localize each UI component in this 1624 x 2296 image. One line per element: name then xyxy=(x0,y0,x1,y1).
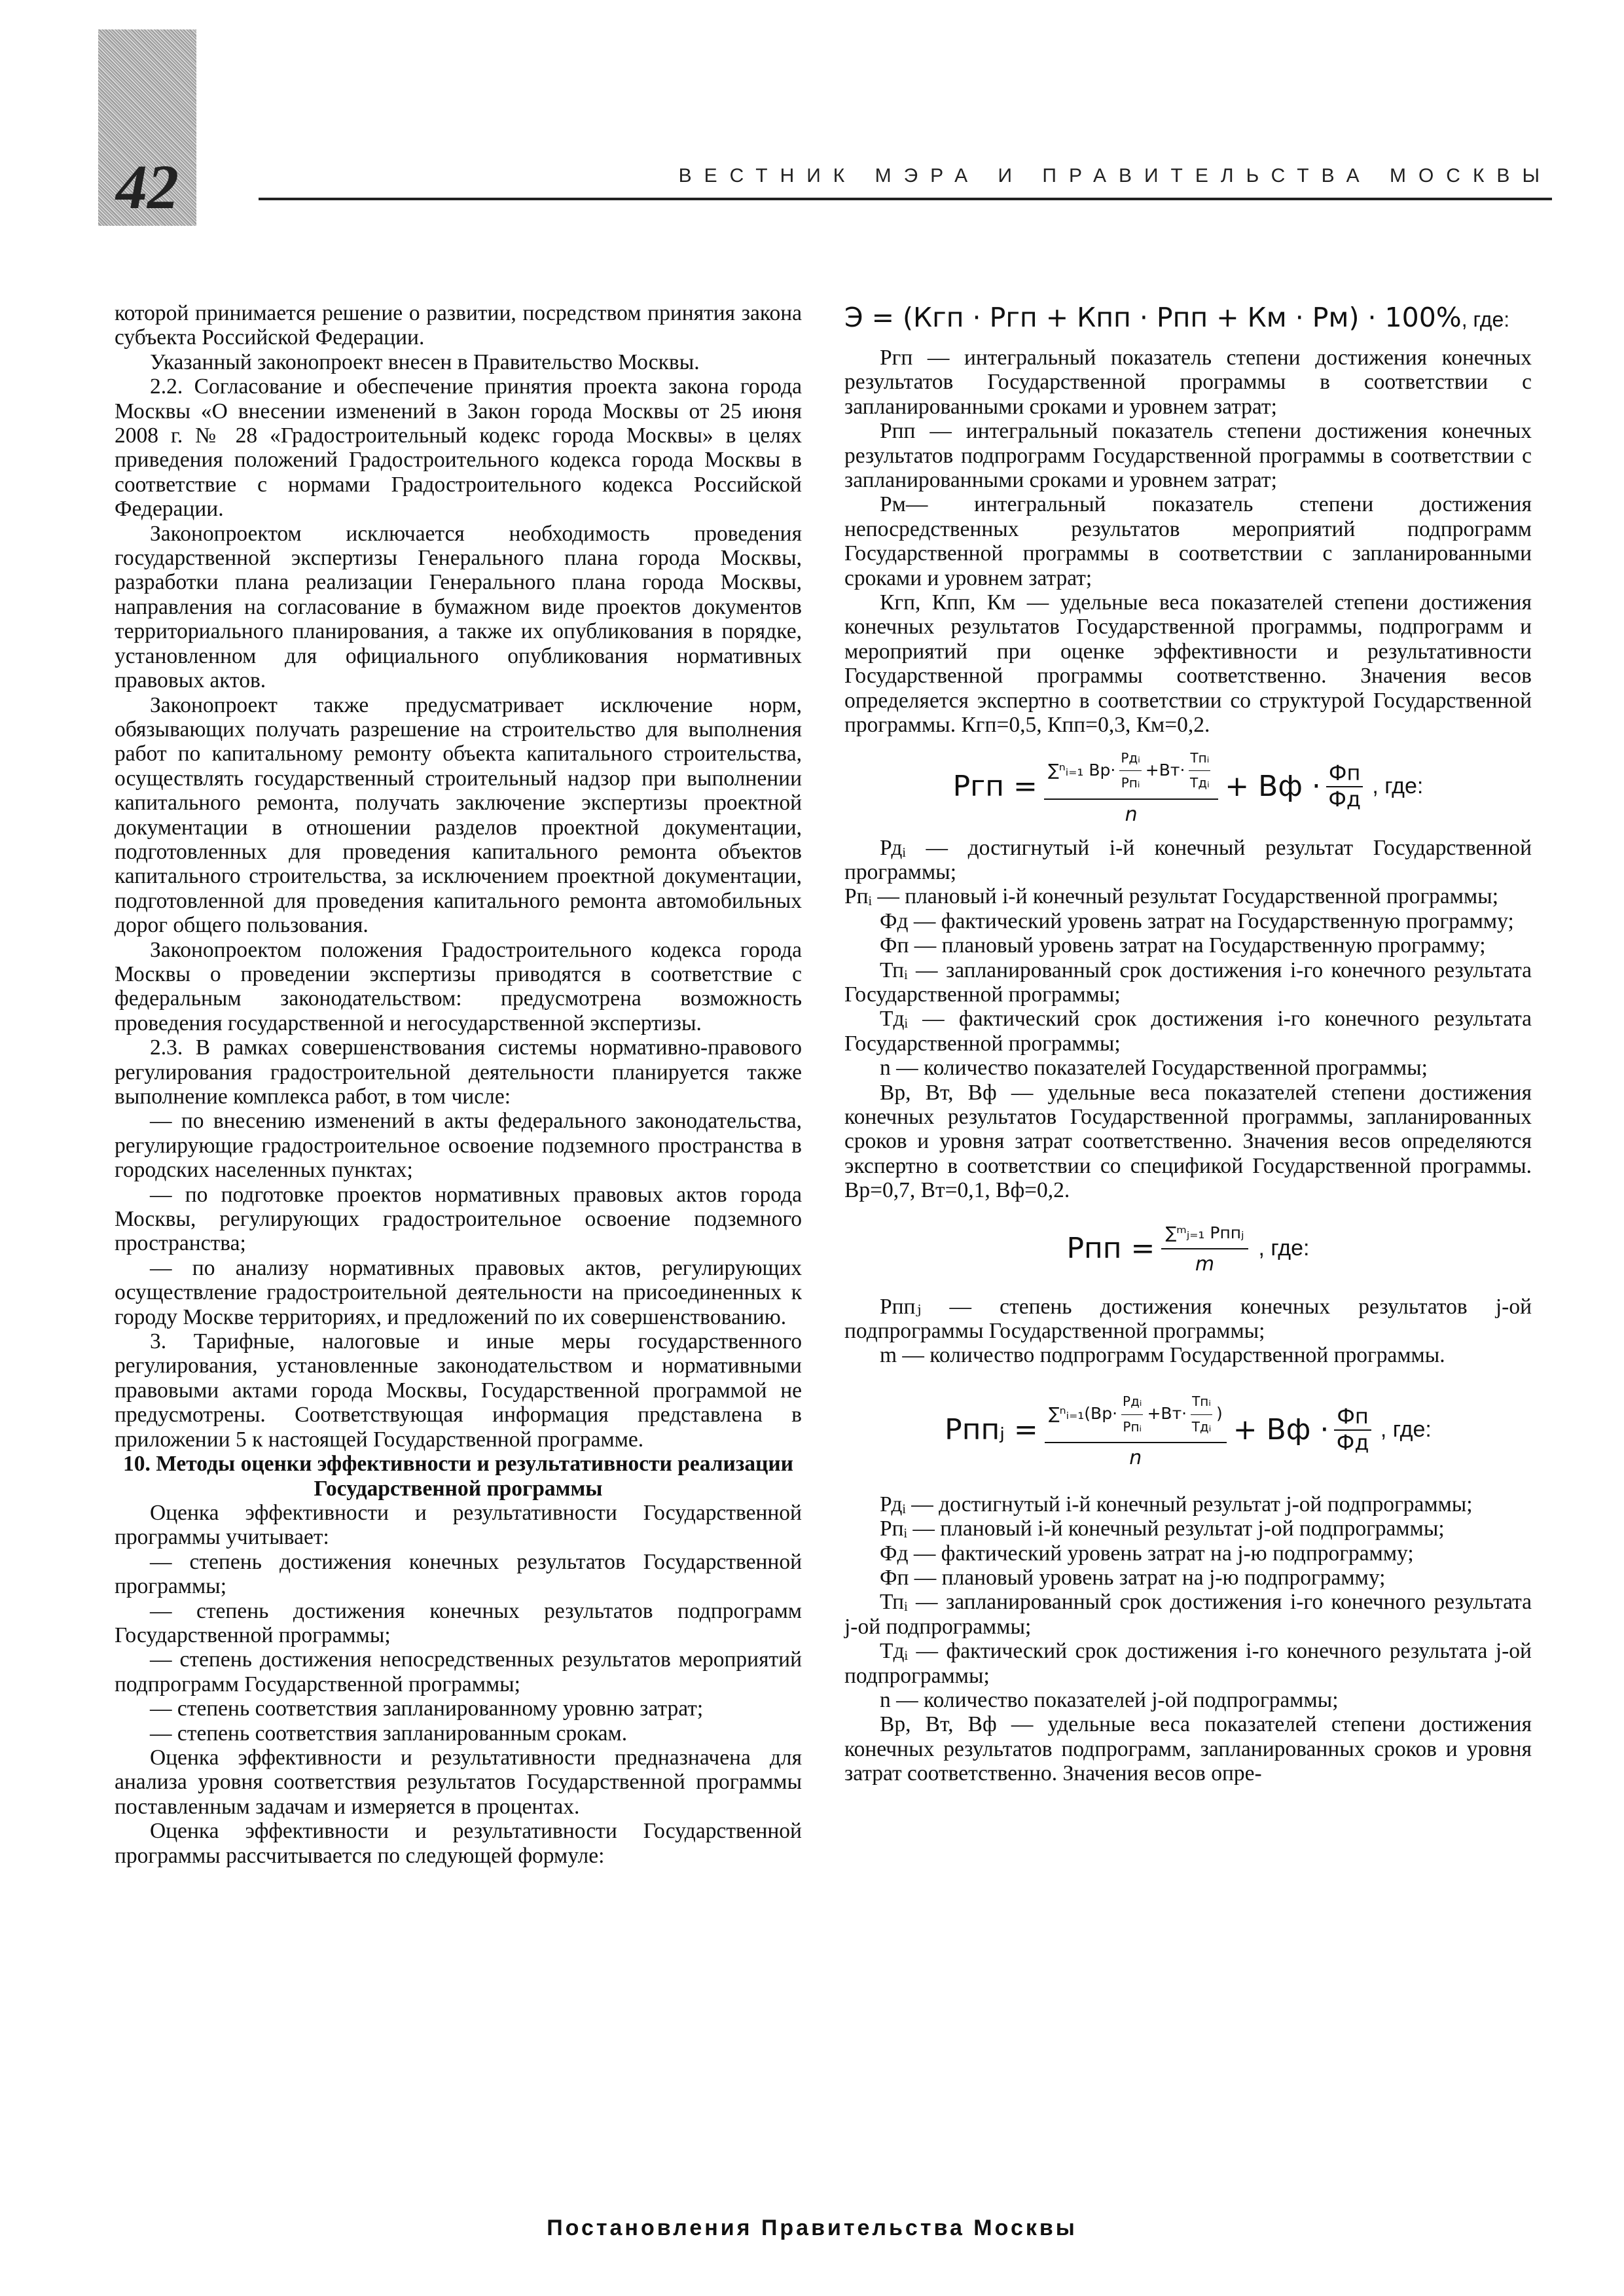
paragraph: Рпп — интегральный показатель степени достижения конечных результатов подпрограмм Государственной программы в соответствии с запланированными сроками и уровнем затрат; xyxy=(844,419,1532,493)
paragraph: Рдᵢ — достигнутый i-й конечный результат j-ой подпрограммы; xyxy=(880,1492,1473,1516)
paragraph: 3. Тарифные, налоговые и иные меры государственного регулирования, установленные законодательством и нормативными правовыми актами города Москвы, Государственной программой не предусмотрены. Соответствующая информация представлена в приложении 5 к настоящей Государственной программе. xyxy=(115,1329,802,1452)
paragraph: Рм— интегральный показатель степени достижения непосредственных результатов мероприятий подпрограмм Государственной программы в соответствии с запланированными сроками и уровнем затрат; xyxy=(844,492,1532,590)
paragraph: Фп — плановый уровень затрат на Государственную программу; xyxy=(880,933,1486,958)
paragraph: — степень соответствия запланированным срокам. xyxy=(150,1721,628,1746)
footer-title: Постановления Правительства Москвы xyxy=(547,2215,1077,2240)
paragraph: — степень достижения конечных результатов подпрограмм Государственной программы; xyxy=(115,1598,802,1647)
paragraph: Законопроектом исключается необходимость проведения государственной экспертизы Генерального плана города Москвы, разработки плана реализации Генерального плана города Москвы, направления на согласование в бумажном виде проектов документов территориального планирования, а также их опубликования в порядке, установленном для официального опубликования нормативных правовых актов. xyxy=(115,521,802,693)
paragraph: Рпᵢ — плановый i-й конечный результат Государственной программы; xyxy=(844,884,1499,909)
paragraph: Рдᵢ — достигнутый i-й конечный результат Государственной программы; xyxy=(844,835,1532,884)
paragraph: — степень соответствия запланированному уровню затрат; xyxy=(150,1696,704,1721)
section-heading: 10. Методы оценки эффективности и результативности реализации Государственной программы xyxy=(123,1452,793,1501)
paragraph: Тпᵢ — запланированный срок достижения i-го конечного результата Государственной программы; xyxy=(844,958,1532,1007)
paragraph: Рппⱼ — степень достижения конечных результатов j-ой подпрограммы Государственной программы; xyxy=(844,1294,1532,1343)
header-rule xyxy=(259,198,1552,200)
paragraph: Тдᵢ — фактический срок достижения i-го конечного результата j-ой подпрограммы; xyxy=(844,1639,1532,1688)
paragraph: Оценка эффективности и результативности предназначена для анализа уровня соответствия результатов Государственной программы поставленным задачам и измеряется в процентах. xyxy=(115,1745,802,1819)
paragraph: Тпᵢ — запланированный срок достижения i-го конечного результата j-ой подпрограммы; xyxy=(844,1590,1532,1639)
paragraph: Оценка эффективности и результативности Государственной программы рассчитывается по следующей формуле: xyxy=(115,1819,802,1868)
paragraph: 2.3. В рамках совершенствования системы нормативно-правового регулирования градостроительной деятельности планируется также выполнение комплекса работ, в том числе: xyxy=(115,1035,802,1109)
paragraph: — по внесению изменений в акты федерального законодательства, регулирующие градостроительное освоение подземного пространства в городских населенных пунктах; xyxy=(115,1109,802,1183)
page-number: 42 xyxy=(116,152,179,222)
paragraph: которой принимается решение о развитии, посредством принятия закона субъекта Российской Федерации. xyxy=(115,301,802,350)
paragraph: n — количество показателей Государственной программы; xyxy=(880,1056,1428,1081)
paragraph: Законопроект также предусматривает исключение норм, обязывающих получать разрешение на строительство для выполнения работ по капитальному ремонту объекта капитального строительства, осуществлять государственный строительный надзор при выполнении капитального ремонта, получать заключение экспертизы проектной документации в отношении разделов проектной документации, подготовленных для проведения капитального ремонта объектов капитального строительства, за исключением проектной документации, подготовленной для проведения капитального ремонта автомобильных дорог общего пользования. xyxy=(115,692,802,938)
formula-rpp-j: Рппⱼ = ∑ⁿᵢ₌₁(Вр· Рдᵢ Рпᵢ +Вт· Тпᵢ Тдᵢ ) n + Вф · Фп Фд , где: xyxy=(844,1368,1532,1492)
paragraph: — по анализу нормативных правовых актов, регулирующих осуществление градостроительной деятельности на присоединенных к городу Москве территориях, и предложений по их совершенствованию. xyxy=(115,1255,802,1329)
paragraph: Законопроектом положения Градостроительного кодекса города Москвы о проведении экспертизы приводятся в соответствие с федеральным законодательством: предусмотрена возможность проведения государственной и негосударственной экспертизы. xyxy=(115,937,802,1035)
paragraph: Фп — плановый уровень затрат на j-ю подпрограмму; xyxy=(880,1566,1386,1590)
paragraph: — степень достижения конечных результатов Государственной программы; xyxy=(115,1549,802,1599)
paragraph: Рпᵢ — плановый i-й конечный результат j-ой подпрограммы; xyxy=(880,1516,1445,1541)
formula-efficiency: Э = (Кгп · Ргп + Кпп · Рпп + Км · Рм) · 100%, где: xyxy=(844,302,1510,333)
paragraph: — степень достижения непосредственных результатов мероприятий подпрограмм Государственной программы; xyxy=(115,1647,802,1696)
paragraph: Вр, Вт, Вф — удельные веса показателей степени достижения конечных результатов Государственной программы, запланированных сроков и уровня затрат соответственно. Значения весов определяются экспертно в соответствии со спецификой Государственной программы. Вр=0,7, Вт=0,1, Вф=0,2. xyxy=(844,1080,1532,1203)
formula-rgp: Ргп = ∑ⁿᵢ₌₁ Вр· Рдᵢ Рпᵢ +Вт· Тпᵢ Тдᵢ n + Вф · Фп Фд , где: xyxy=(844,738,1532,836)
paragraph: 2.2. Согласование и обеспечение принятия проекта закона города Москвы «О внесении изменений в Закон города Москвы от 25 июня 2008 г. № 28 «Градостроительный кодекс города Москвы» в целях приведения положений Градостроительного кодекса города Москвы в соответствие с нормами Градостроительного кодекса Российской Федерации. xyxy=(115,374,802,522)
journal-title: ВЕСТНИК МЭРА И ПРАВИТЕЛЬСТВА МОСКВЫ xyxy=(678,165,1552,187)
paragraph: Указанный законопроект внесен в Правительство Москвы. xyxy=(150,350,700,374)
paragraph: n — количество показателей j-ой подпрограммы; xyxy=(880,1688,1339,1713)
paragraph: Кгп, Кпп, Км — удельные веса показателей степени достижения конечных результатов Государственной программы, подпрограмм и мероприятий при оценке эффективности и результативности Государственной программы соответственно. Значения весов определяется экспертно в соответствии со структурой Государственной программы. Кгп=0,5, Кпп=0,3, Км=0,2. xyxy=(844,590,1532,738)
paragraph: Фд — фактический уровень затрат на Государственную программу; xyxy=(880,908,1514,933)
paragraph: Вр, Вт, Вф — удельные веса показателей степени достижения конечных результатов подпрограмм, запланированных сроков и уровня затрат соответственно. Значения весов опре- xyxy=(844,1712,1532,1786)
paragraph: Ргп — интегральный показатель степени достижения конечных результатов Государственной программы в соответствии с запланированными сроками и уровнем затрат; xyxy=(844,346,1532,419)
left-column xyxy=(115,301,802,1868)
formula-rpp: Рпп = $\frac{\text{∑ᵐⱼ₌₁ Рппⱼ}}{m}$ , где: xyxy=(844,1203,1532,1295)
paragraph: Фд — фактический уровень затрат на j-ю подпрограмму; xyxy=(880,1541,1414,1566)
right-column xyxy=(844,298,1532,1786)
paragraph: m — количество подпрограмм Государственной программы. xyxy=(880,1343,1445,1368)
paragraph: Тдᵢ — фактический срок достижения i-го конечного результата Государственной программы; xyxy=(844,1007,1532,1056)
paragraph: Оценка эффективности и результативности Государственной программы учитывает: xyxy=(115,1500,802,1550)
paragraph: — по подготовке проектов нормативных правовых актов города Москвы, регулирующих градостроительное освоение подземного пространства; xyxy=(115,1182,802,1256)
